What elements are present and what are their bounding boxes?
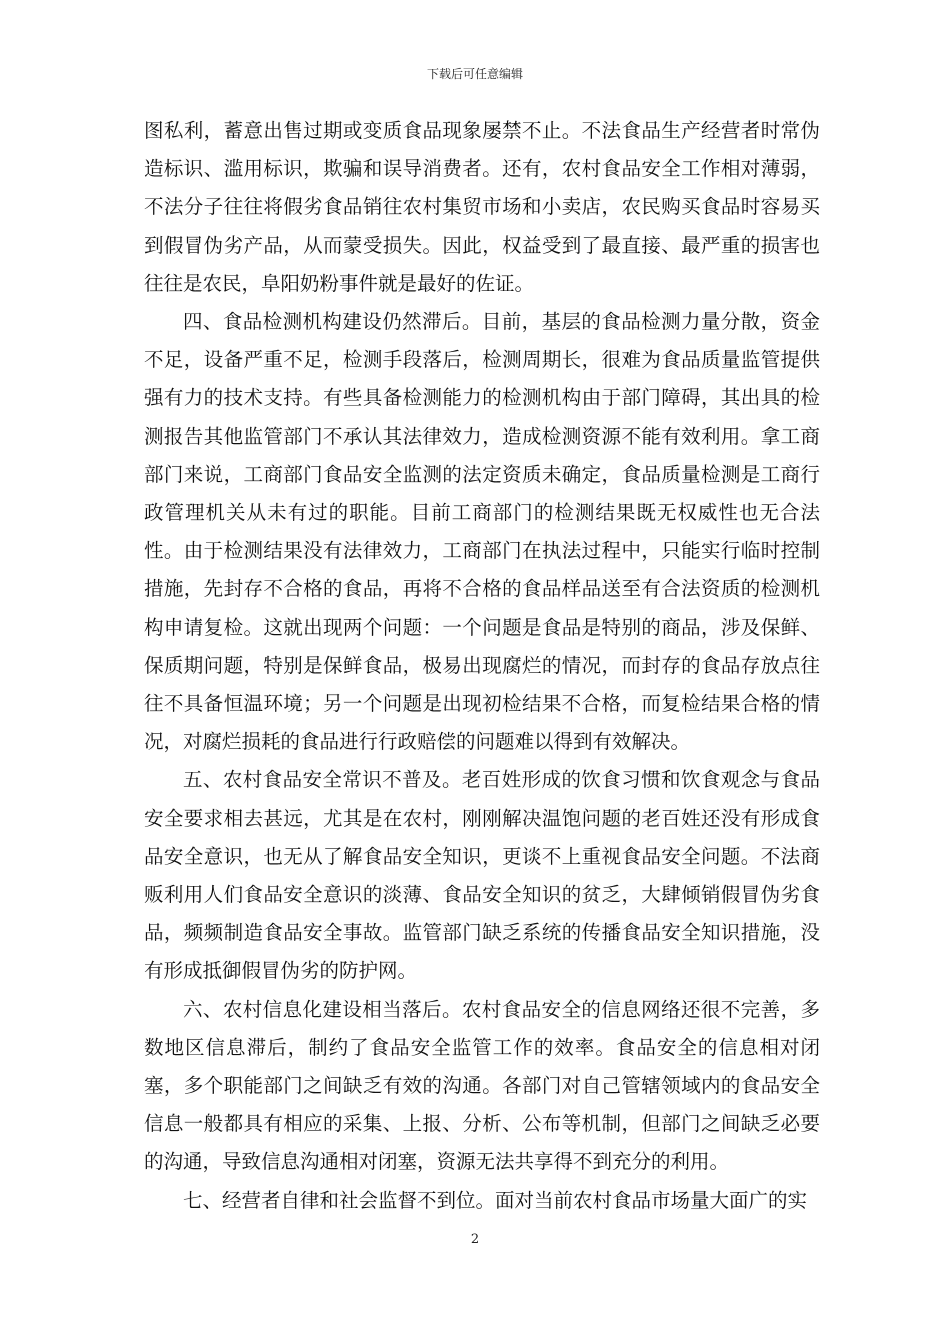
paragraph-section-6: 六、农村信息化建设相当落后。农村食品安全的信息网络还很不完善，多数地区信息滞后，制约了食品安全监管工作的效率。食品安全的信息相对闭塞，多个职能部门之间缺乏有效的沟通。各部门对自己管辖领域内的食品安全信息一般都具有相应的采集、上报、分析、公布等机制，但部门之间缺乏必要的沟通，导致信息沟通相对闭塞，资源无法共享得不到充分的利用。	[144, 997, 820, 1174]
page-number: 2	[470, 1232, 480, 1247]
page-header: 下载后可任意编辑	[426, 67, 523, 81]
paragraph-section-5: 五、农村食品安全常识不普及。老百姓形成的饮食习惯和饮食观念与食品安全要求相去甚远，尤其是在农村，刚刚解决温饱问题的老百姓还没有形成食品安全意识，也无从了解食品安全知识，更谈不上重视食品安全问题。不法商贩利用人们食品安全意识的淡薄、食品安全知识的贫乏，大肆倾销假冒伪劣食品，频频制造食品安全事故。监管部门缺乏系统的传播食品安全知识措施，没有形成抵御假冒伪劣的防护网。	[144, 768, 820, 983]
document-body	[144, 112, 820, 1220]
paragraph-continuation: 图私利，蓄意出售过期或变质食品现象屡禁不止。不法食品生产经营者时常伪造标识、滥用标识，欺骗和误导消费者。还有，农村食品安全工作相对薄弱，不法分子往往将假劣食品销往农村集贸市场和小卖店，农民购买食品时容易买到假冒伪劣产品，从而蒙受损失。因此，权益受到了最直接、最严重的损害也往往是农民，阜阳奶粉事件就是最好的佐证。	[144, 119, 820, 295]
paragraph-section-4: 四、食品检测机构建设仍然滞后。目前，基层的食品检测力量分散，资金不足，设备严重不足，检测手段落后，检测周期长，很难为食品质量监管提供强有力的技术支持。有些具备检测能力的检测机构由于部门障碍，其出具的检测报告其他监管部门不承认其法律效力，造成检测资源不能有效利用。拿工商部门来说，工商部门食品安全监测的法定资质未确定，食品质量检测是工商行政管理机关从未有过的职能。目前工商部门的检测结果既无权威性也无合法性。由于检测结果没有法律效力，工商部门在执法过程中，只能实行临时控制措施，先封存不合格的食品，再将不合格的食品样品送至有合法资质的检测机构申请复检。这就出现两个问题：一个问题是食品是特别的商品，涉及保鲜、保质期问题，特别是保鲜食品，极易出现腐烂的情况，而封存的食品存放点往往不具备恒温环境；另一个问题是出现初检结果不合格，而复检结果合格的情况，对腐烂损耗的食品进行行政赔偿的问题难以得到有效解决。	[144, 310, 820, 754]
paragraph-section-7: 七、经营者自律和社会监督不到位。面对当前农村食品市场量大面广的实	[183, 1188, 808, 1212]
